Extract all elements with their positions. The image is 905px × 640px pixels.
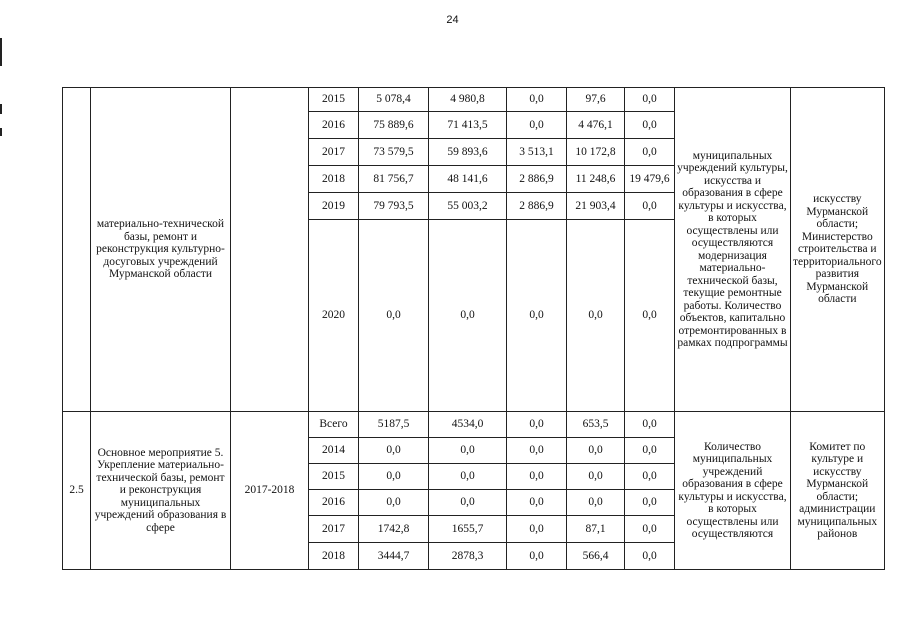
activity-name-cell: материально-технической базы, ремонт и реконструкция культурно-досуговых учреждений Мурманской области <box>91 88 231 412</box>
row-number-cell: 2.5 <box>63 412 91 570</box>
year-cell: 2015 <box>309 88 359 112</box>
total-cell: 75 889,6 <box>359 112 429 139</box>
federal-cell: 0,0 <box>429 490 507 516</box>
regional-cell: 0,0 <box>507 112 567 139</box>
binding-mark <box>0 38 2 66</box>
year-cell: 2017 <box>309 516 359 543</box>
municipal-cell: 0,0 <box>567 464 625 490</box>
total-cell: 0,0 <box>359 438 429 464</box>
regional-cell: 0,0 <box>507 464 567 490</box>
other-cell: 0,0 <box>625 139 675 166</box>
regional-cell: 0,0 <box>507 438 567 464</box>
total-cell: 73 579,5 <box>359 139 429 166</box>
municipal-cell: 21 903,4 <box>567 193 625 220</box>
year-cell: 2014 <box>309 438 359 464</box>
binding-mark <box>0 128 2 136</box>
total-cell: 81 756,7 <box>359 166 429 193</box>
other-cell: 0,0 <box>625 490 675 516</box>
executor-cell: Комитет по культуре и искусству Мурманской области; администрации муниципальных районов <box>791 412 885 570</box>
municipal-cell: 10 172,8 <box>567 139 625 166</box>
federal-cell: 0,0 <box>429 220 507 412</box>
federal-cell: 4534,0 <box>429 412 507 438</box>
regional-cell: 0,0 <box>507 490 567 516</box>
budget-table <box>62 87 885 570</box>
other-cell: 0,0 <box>625 543 675 570</box>
total-cell: 5 078,4 <box>359 88 429 112</box>
executor-cell: искусству Мурманской области; Министерство строительства и территориального развития Мурманской области <box>791 88 885 412</box>
regional-cell: 2 886,9 <box>507 193 567 220</box>
year-cell: 2016 <box>309 112 359 139</box>
municipal-cell: 566,4 <box>567 543 625 570</box>
total-cell: 0,0 <box>359 220 429 412</box>
federal-cell: 2878,3 <box>429 543 507 570</box>
regional-cell: 0,0 <box>507 220 567 412</box>
federal-cell: 4 980,8 <box>429 88 507 112</box>
total-cell: 1742,8 <box>359 516 429 543</box>
year-cell: 2019 <box>309 193 359 220</box>
year-cell: Всего <box>309 412 359 438</box>
federal-cell: 0,0 <box>429 464 507 490</box>
regional-cell: 3 513,1 <box>507 139 567 166</box>
table-row <box>63 412 885 438</box>
other-cell: 0,0 <box>625 438 675 464</box>
total-cell: 0,0 <box>359 490 429 516</box>
total-cell: 0,0 <box>359 464 429 490</box>
other-cell: 0,0 <box>625 516 675 543</box>
municipal-cell: 4 476,1 <box>567 112 625 139</box>
other-cell: 0,0 <box>625 193 675 220</box>
municipal-cell: 97,6 <box>567 88 625 112</box>
regional-cell: 0,0 <box>507 88 567 112</box>
federal-cell: 71 413,5 <box>429 112 507 139</box>
year-cell: 2016 <box>309 490 359 516</box>
indicator-cell: Количество муниципальных учреждений образования в сфере культуры и искусства, в которых осуществлены или осуществляются <box>675 412 791 570</box>
page-number: 24 <box>446 14 459 26</box>
municipal-cell: 0,0 <box>567 438 625 464</box>
total-cell: 3444,7 <box>359 543 429 570</box>
other-cell: 0,0 <box>625 112 675 139</box>
regional-cell: 0,0 <box>507 412 567 438</box>
year-cell: 2018 <box>309 543 359 570</box>
table-row <box>63 88 885 112</box>
regional-cell: 2 886,9 <box>507 166 567 193</box>
other-cell: 0,0 <box>625 412 675 438</box>
other-cell: 0,0 <box>625 464 675 490</box>
municipal-cell: 87,1 <box>567 516 625 543</box>
other-cell: 0,0 <box>625 88 675 112</box>
federal-cell: 55 003,2 <box>429 193 507 220</box>
binding-mark <box>0 104 2 114</box>
total-cell: 79 793,5 <box>359 193 429 220</box>
federal-cell: 1655,7 <box>429 516 507 543</box>
year-cell: 2018 <box>309 166 359 193</box>
period-cell <box>231 88 309 412</box>
year-cell: 2020 <box>309 220 359 412</box>
municipal-cell: 11 248,6 <box>567 166 625 193</box>
activity-name-cell: Основное мероприятие 5. Укрепление материально-технической базы, ремонт и реконструкция муниципальных учреждений образования в сфере <box>91 412 231 570</box>
other-cell: 0,0 <box>625 220 675 412</box>
period-cell: 2017-2018 <box>231 412 309 570</box>
federal-cell: 59 893,6 <box>429 139 507 166</box>
total-cell: 5187,5 <box>359 412 429 438</box>
federal-cell: 48 141,6 <box>429 166 507 193</box>
year-cell: 2015 <box>309 464 359 490</box>
indicator-cell: муниципальных учреждений культуры, искусства и образования в сфере культуры и искусства, в которых осуществлены или осуществляются модернизация материально-технической базы, текущие ремонтные работы. Количество объектов, капитально отремонтированных в рамках подпрограммы <box>675 88 791 412</box>
municipal-cell: 653,5 <box>567 412 625 438</box>
municipal-cell: 0,0 <box>567 490 625 516</box>
year-cell: 2017 <box>309 139 359 166</box>
regional-cell: 0,0 <box>507 516 567 543</box>
row-number-cell <box>63 88 91 412</box>
municipal-cell: 0,0 <box>567 220 625 412</box>
other-cell: 19 479,6 <box>625 166 675 193</box>
regional-cell: 0,0 <box>507 543 567 570</box>
federal-cell: 0,0 <box>429 438 507 464</box>
